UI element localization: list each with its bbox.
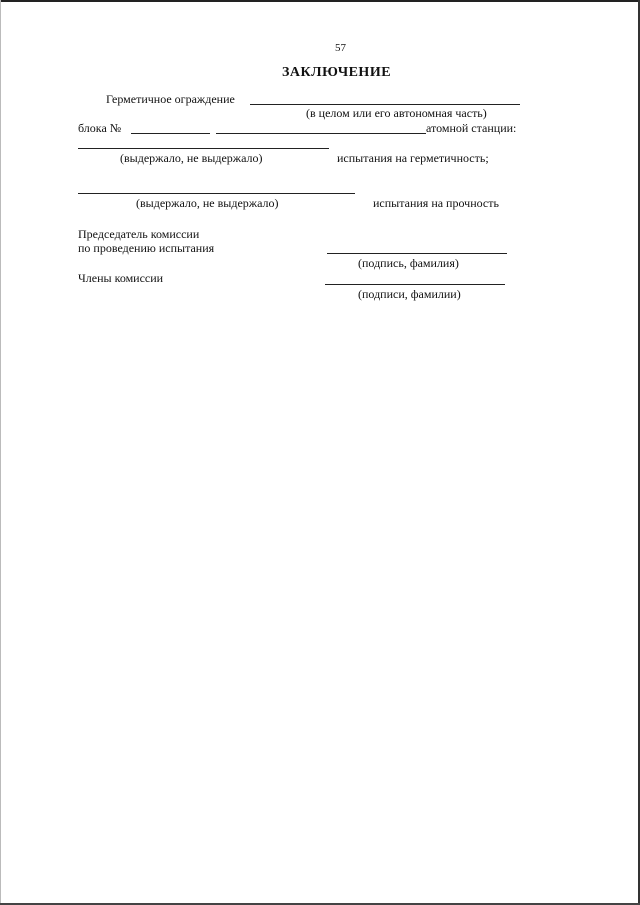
chairman-signature-hint: (подпись, фамилия) [358, 256, 459, 270]
page-title: ЗАКЛЮЧЕНИЕ [282, 65, 392, 80]
enclosure-blank-line [250, 104, 520, 105]
strength-test-label: испытания на прочность [373, 196, 499, 210]
tightness-result-blank-line [78, 148, 329, 149]
station-label: атомной станции: [426, 121, 517, 135]
members-label: Члены комиссии [78, 271, 164, 285]
strength-result-blank-line [78, 193, 355, 194]
chairman-signature-line [327, 253, 507, 254]
enclosure-label: Герметичное ограждение [106, 92, 235, 106]
scan-border-left [0, 0, 1, 905]
chairman-label-line-1: Председатель комиссии [78, 227, 200, 241]
members-signature-line [325, 284, 505, 285]
station-name-blank-line [216, 133, 426, 134]
scan-border-top [0, 0, 640, 2]
tightness-result-hint: (выдержало, не выдержало) [120, 151, 263, 165]
unit-number-blank-line [131, 133, 210, 134]
members-signature-hint: (подписи, фамилии) [358, 287, 461, 301]
page-number: 57 [335, 42, 346, 54]
unit-label: блока № [78, 121, 122, 135]
tightness-test-label: испытания на герметичность; [337, 151, 489, 165]
chairman-label-line-2: по проведению испытания [78, 241, 215, 255]
enclosure-hint: (в целом или его автономная часть) [306, 106, 487, 120]
strength-result-hint: (выдержало, не выдержало) [136, 196, 279, 210]
